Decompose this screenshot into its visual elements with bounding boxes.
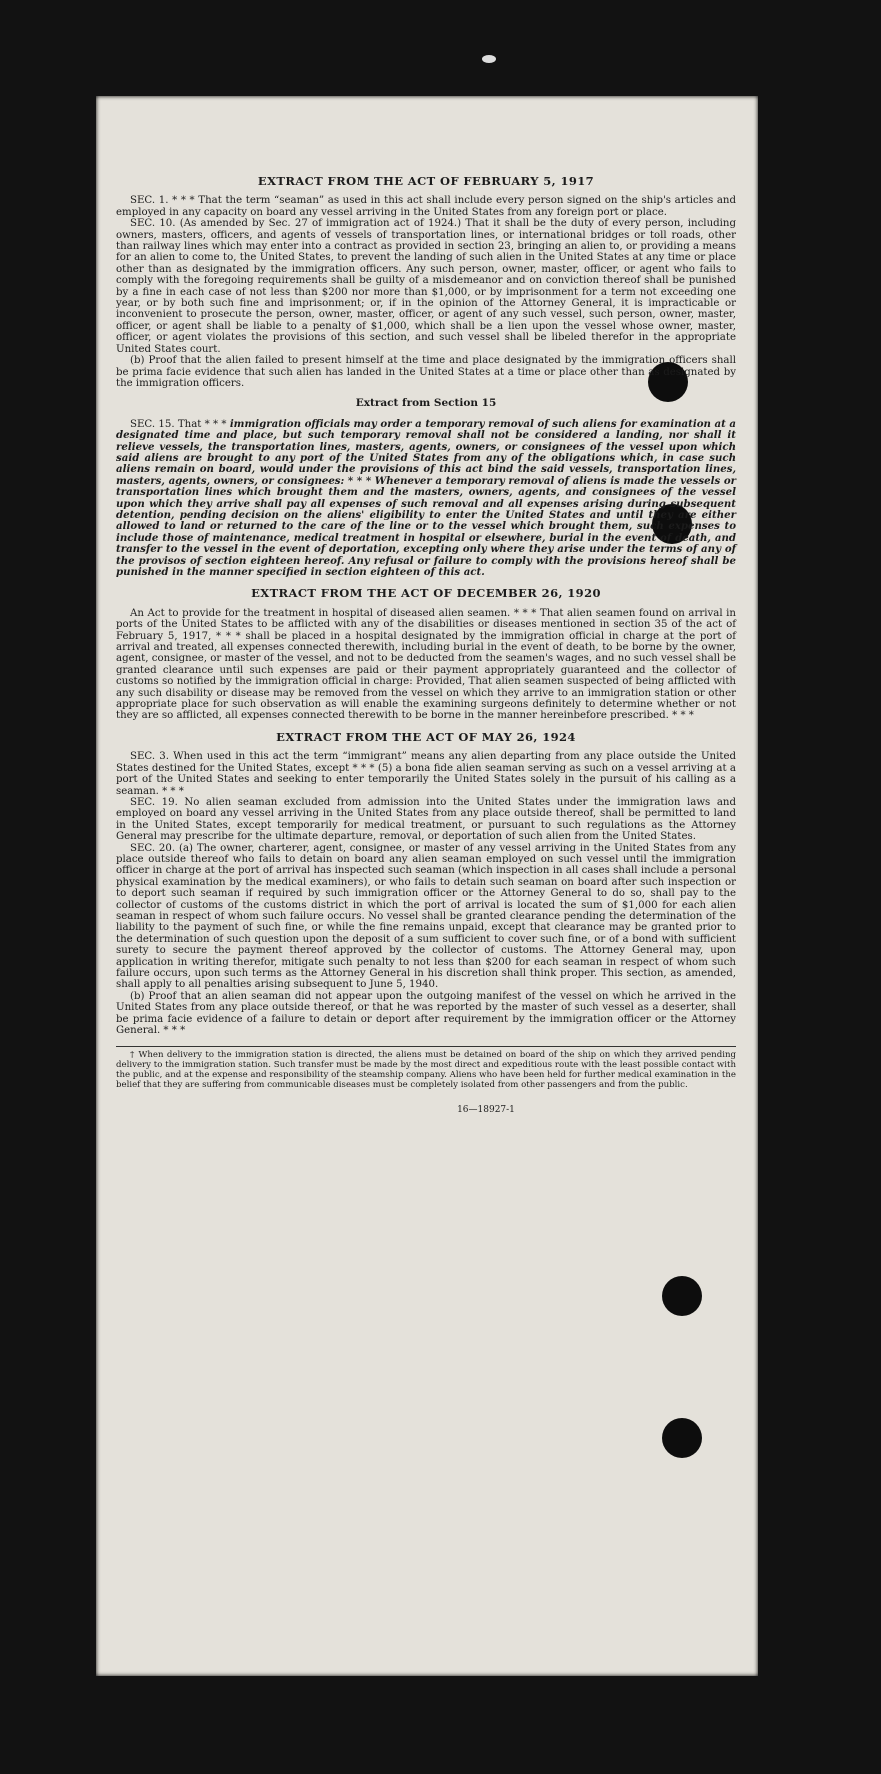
paragraph-sec-20-b: (b) Proof that an alien seaman did not appear upon the outgoing manifest of the vessel on which he arrived in the United States from any place outside thereof, or that he was reported by the master of such vessel as a deserter, shall be prima facie evidence of a failure to detain or deport after requirement by the immigration officer or the Attorney General. * * * [116, 990, 736, 1037]
sec-15-lead: SEC. 15. That * * * [130, 418, 230, 430]
footnote-rule [116, 1046, 736, 1047]
sec-15-italic-text: immigration officials may order a temporary removal of such aliens for examination at a designated time and place, but such temporary removal shall not be considered a landing, nor shall it relieve vessels, the transportation lines, masters, agents, owners, or consignees of the vessel upon which said aliens are brought to any port of the United States from any of the obligations which, in case such aliens remain on board, would under the provisions of this act bind the said vessels, transportation lines, masters, agents, owners, or consignees: * * * Whenever a temporary removal of aliens is made the vessels or transportation lines which brought them and the masters, owners, agents, and consignees of the vessel upon which they arrive shall pay all expenses of such removal and all expenses arising during subsequent detention, pending decision on the aliens' eligibility to enter the United States and until they are either allowed to land or returned to the care of the line or to the vessel which brought them, such expenses to include those of maintenance, medical treatment in hospital or elsewhere, burial in the event of death, and transfer to the vessel in the event of deportation, excepting only where they arise under the terms of any of the provisos of section eighteen hereof. Any refusal or failure to comply with the provisions hereof shall be punished in the manner specified in section eighteen of this act. [116, 417, 736, 578]
heading-act-dec-1920: EXTRACT FROM THE ACT OF DECEMBER 26, 1920 [251, 586, 601, 601]
dust-speck [482, 55, 496, 63]
paragraph-sec-10-b: (b) Proof that the alien failed to present himself at the time and place designated by the immigration officers shall be prima facie evidence that such alien has landed in the United States at a time or place other than as designated by the immigration officers. [116, 355, 736, 389]
heading-section-15: Extract from Section 15 [355, 397, 497, 410]
paragraph-act-1920: An Act to provide for the treatment in hospital of diseased alien seamen. * * * That alien seamen found on arrival in ports of the United States to be afflicted with any of the disabilities or diseases mentioned in section 35 of the act of February 5, 1917, * * * shall be placed in a hospital designated by the immigration official in charge at the port of arrival and treated, all expenses connected therewith, including burial in the event of death, to be borne by the owner, agent, consignee, or master of the vessel, and not to be deducted from the seamen's wages, and no such vessel shall be granted clearance until such expenses are paid or their payment appropriately guaranteed and the collector of customs so notified by the immigration official in charge: Provided, That alien seamen suspected of being afflicted with any such disability or disease may be removed from the vessel on which they arrive to an immigration station or other appropriate place for such observation as will enable the examining surgeons definitely to determine whether or not they are so afflicted, all expenses connected therewith to be borne in the manner hereinbefore prescribed. * * * [116, 607, 736, 722]
footnote: † When delivery to the immigration station is directed, the aliens must be detained on board of the ship on which they arrived pending delivery to the immigration station. Such transfer must be made by the most direct and expeditious route with the least possible contact with the public, and at the expense and responsibility of the steamship company. Aliens who have been held for further medical examination in the belief that they are suffering from communicable diseases must be completely isolated from other passengers and from the public. [116, 1050, 736, 1090]
paragraph-sec-20-a: SEC. 20. (a) The owner, charterer, agent, consignee, or master of any vessel arriving in the United States from any place outside thereof who fails to detain on board any alien seaman employed on such vessel until the immigration officer in charge at the port of arrival has inspected such seaman (which inspection in all cases shall include a personal physical examination by the medical examiners), or who fails to detain such seaman on board after such inspection or to deport such seaman if required by such immigration officer or the Attorney General to do so, shall pay to the collector of customs of the customs district in which the port of arrival is located the sum of $1,000 for each alien seaman in respect of whom such failure occurs. No vessel shall be granted clearance pending the determination of the liability to the payment of such fine, or while the fine remains unpaid, except that clearance may be granted prior to the determination of such question upon the deposit of a sum sufficient to cover such fine, or of a bond with sufficient surety to secure the payment thereof approved by the collector of customs. The Attorney General may, upon application in writing therefor, mitigate such penalty to not less than $200 for each seaman in respect of whom such failure occurs, upon such terms as the Attorney General in his discretion shall think proper. This section, as amended, shall apply to all penalties arising subsequent to June 5, 1940. [116, 842, 736, 991]
heading-act-may-1924: EXTRACT FROM THE ACT OF MAY 26, 1924 [276, 729, 576, 744]
punch-hole [662, 1418, 702, 1458]
punch-hole [662, 1276, 702, 1316]
document-body [116, 176, 736, 1116]
heading-act-feb-1917: EXTRACT FROM THE ACT OF FEBRUARY 5, 1917 [257, 174, 595, 188]
form-number: 16—18927-1 [457, 1104, 515, 1115]
paragraph-sec-15 [116, 419, 736, 579]
paragraph-sec-10: SEC. 10. (As amended by Sec. 27 of immigration act of 1924.) That it shall be the duty of every person, including owners, masters, officers, and agents of vessels of transportation lines, or international bridges or toll roads, other than railway lines which may enter into a contract as provided in section 23, bringing an alien to, or providing a means for an alien to come to, the United States, to prevent the landing of such alien in the United States at any time or place other than as designated by the immigration officers. Any such person, owner, master, officer, or agent who fails to comply with the foregoing requirements shall be guilty of a misdemeanor and on conviction thereof shall be punished by a fine in each case of not less than $200 nor more than $1,000, or by imprisonment for a term not exceeding one year, or by both such fine and imprisonment; or, if in the opinion of the Attorney General, it is impracticable or inconvenient to prosecute the person, owner, master, officer, or agent of any such vessel, such person, owner, master, officer, or agent shall be liable to a penalty of $1,000, which shall be a lien upon the vessel whose owner, master, officer, or agent violates the provisions of this section, and such vessel shall be libeled therefor in the appropriate United States court. [116, 218, 736, 355]
paragraph-sec-19: SEC. 19. No alien seaman excluded from admission into the United States under the immigration laws and employed on board any vessel arriving in the United States from any place outside thereof, shall be permitted to land in the United States, except temporarily for medical treatment, or pursuant to such regulations as the Attorney General may prescribe for the ultimate departure, removal, or deportation of such alien from the United States. [116, 796, 736, 843]
document-page [96, 96, 758, 1676]
paragraph-sec-1: SEC. 1. * * * That the term “seaman” as used in this act shall include every person signed on the ship's articles and employed in any capacity on board any vessel arriving in the United States from any foreign port or place. [116, 195, 736, 218]
paragraph-sec-3: SEC. 3. When used in this act the term “immigrant” means any alien departing from any place outside the United States destined for the United States, except * * * (5) a bona fide alien seaman serving as such on a vessel arriving at a port of the United States and seeking to enter temporarily the United States solely in the pursuit of his calling as a seaman. * * * [116, 751, 736, 797]
